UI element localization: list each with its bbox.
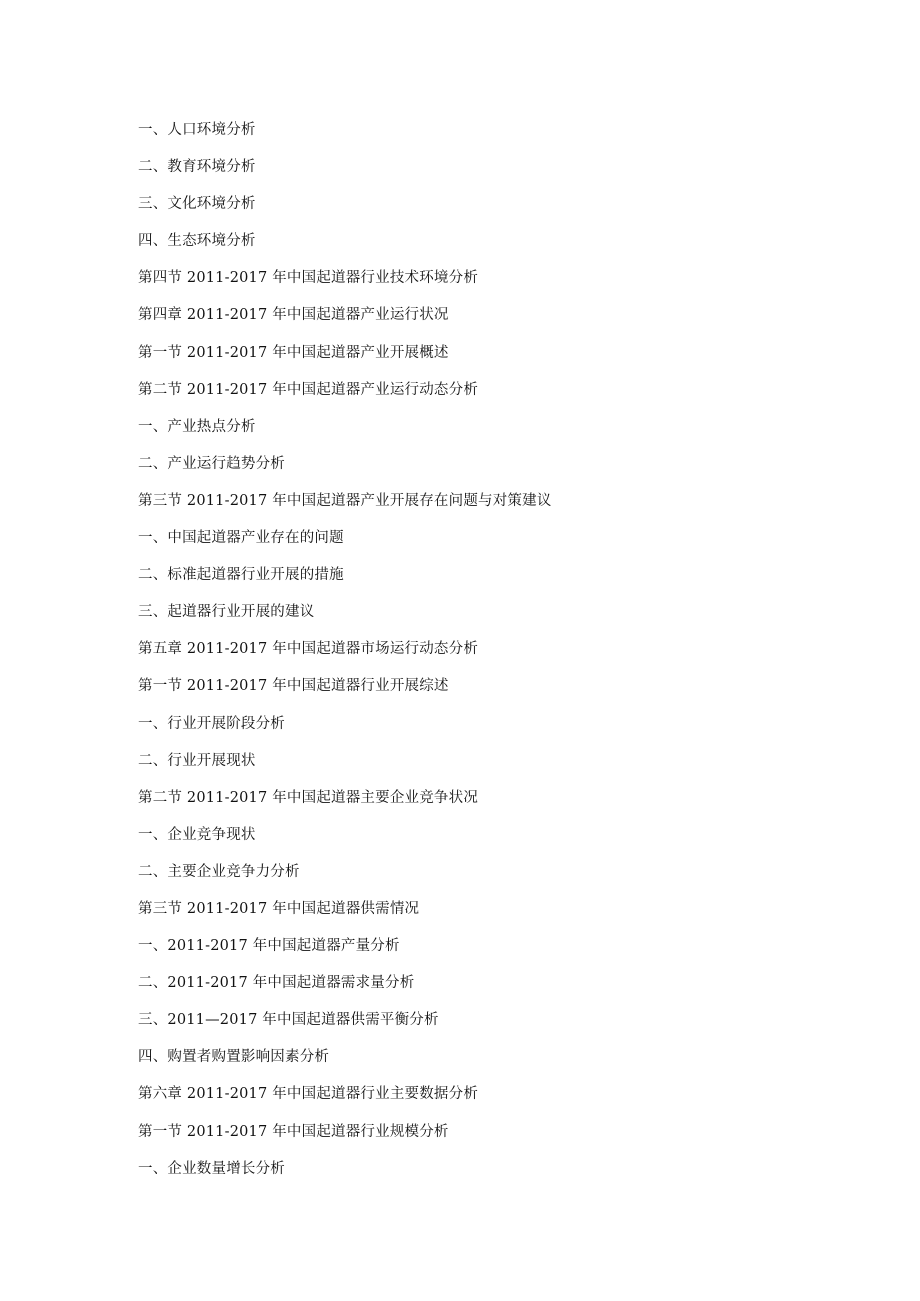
toc-line: 三、文化环境分析 [138, 196, 256, 213]
toc-line: 二、教育环境分析 [138, 159, 256, 176]
table-of-contents [138, 118, 552, 1194]
toc-line: 四、购置者购置影响因素分析 [138, 1049, 330, 1066]
toc-line: 一、2011-2017 年中国起道器产量分析 [138, 938, 400, 955]
toc-line: 一、企业竞争现状 [138, 826, 256, 843]
toc-section-heading: 第三节 2011-2017 年中国起道器供需情况 [138, 900, 420, 917]
toc-section-heading: 第一节 2011-2017 年中国起道器行业规模分析 [138, 1123, 449, 1140]
toc-line: 一、中国起道器产业存在的问题 [138, 530, 344, 547]
toc-line: 一、产业热点分析 [138, 418, 256, 435]
toc-chapter-heading: 第四章 2011-2017 年中国起道器产业运行状况 [138, 307, 449, 324]
toc-chapter-heading: 第五章 2011-2017 年中国起道器市场运行动态分析 [138, 641, 479, 658]
toc-line: 一、人口环境分析 [138, 122, 256, 138]
toc-chapter-heading: 第六章 2011-2017 年中国起道器行业主要数据分析 [138, 1086, 479, 1103]
toc-line: 二、行业开展现状 [138, 752, 256, 769]
toc-line: 四、生态环境分析 [138, 233, 256, 250]
toc-line: 一、行业开展阶段分析 [138, 715, 285, 732]
toc-line: 二、主要企业竞争力分析 [138, 863, 300, 880]
toc-section-heading: 第三节 2011-2017 年中国起道器产业开展存在问题与对策建议 [138, 492, 552, 509]
toc-section-heading: 第四节 2011-2017 年中国起道器行业技术环境分析 [138, 270, 479, 287]
toc-line: 三、起道器行业开展的建议 [138, 604, 315, 621]
toc-section-heading: 第二节 2011-2017 年中国起道器主要企业竞争状况 [138, 789, 479, 806]
toc-section-heading: 第一节 2011-2017 年中国起道器产业开展概述 [138, 344, 449, 361]
toc-line: 三、2011—2017 年中国起道器供需平衡分析 [138, 1012, 439, 1029]
toc-line: 一、企业数量增长分析 [138, 1160, 285, 1177]
toc-line: 二、2011-2017 年中国起道器需求量分析 [138, 975, 415, 992]
toc-line: 二、标准起道器行业开展的措施 [138, 567, 344, 584]
toc-section-heading: 第二节 2011-2017 年中国起道器产业运行动态分析 [138, 381, 479, 398]
toc-section-heading: 第一节 2011-2017 年中国起道器行业开展综述 [138, 678, 449, 695]
toc-line: 二、产业运行趋势分析 [138, 455, 285, 472]
